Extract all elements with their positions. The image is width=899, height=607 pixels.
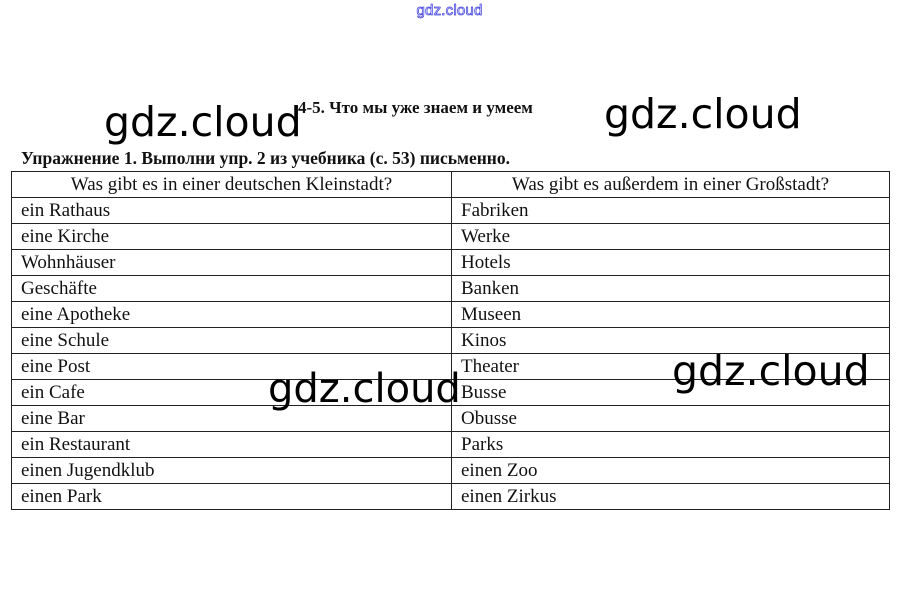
column-header-grossstadt: Was gibt es außerdem in einer Großstadt? (452, 172, 890, 198)
watermark: gdz.cloud (268, 366, 461, 412)
table-cell: Kinos (452, 328, 890, 354)
column-header-kleinstadt: Was gibt es in einer deutschen Kleinstadt? (12, 172, 452, 198)
table-cell: ein Restaurant (12, 432, 452, 458)
table-cell: Werke (452, 224, 890, 250)
vocabulary-table (11, 171, 890, 510)
table-row (12, 432, 890, 458)
page-title: 4-5. Что мы уже знаем и умеем (298, 98, 533, 117)
table-cell: eine Apotheke (12, 302, 452, 328)
table-cell: einen Jugendklub (12, 458, 452, 484)
table-header-row (12, 172, 890, 198)
table-cell: ein Rathaus (12, 198, 452, 224)
table-cell: Hotels (452, 250, 890, 276)
table-cell: eine Bar (12, 406, 452, 432)
table-cell: Banken (452, 276, 890, 302)
table-cell: eine Schule (12, 328, 452, 354)
table-cell: ein Cafe (12, 380, 452, 406)
table-cell: einen Park (12, 484, 452, 510)
table-row (12, 302, 890, 328)
table-cell: eine Post (12, 354, 452, 380)
table-cell: Theater (452, 354, 890, 380)
table-cell: Parks (452, 432, 890, 458)
watermark: gdz.cloud (104, 98, 302, 146)
table-cell: Museen (452, 302, 890, 328)
table-cell: Busse (452, 380, 890, 406)
table-cell: Wohnhäuser (12, 250, 452, 276)
table-row (12, 198, 890, 224)
table-row (12, 276, 890, 302)
exercise-title: Упражнение 1. Выполни упр. 2 из учебника (с. 53) письменно. (21, 148, 511, 168)
table-row (12, 224, 890, 250)
table-cell: Obusse (452, 406, 890, 432)
table-row (12, 484, 890, 510)
table-cell: einen Zirkus (452, 484, 890, 510)
watermark: gdz.cloud (604, 90, 802, 138)
table-row (12, 250, 890, 276)
table-cell: Geschäfte (12, 276, 452, 302)
watermark: gdz.cloud (672, 347, 870, 395)
table-cell: eine Kirche (12, 224, 452, 250)
table-cell: Fabriken (452, 198, 890, 224)
table-cell: einen Zoo (452, 458, 890, 484)
table-row (12, 458, 890, 484)
site-logo[interactable]: gdz.cloud (416, 2, 483, 19)
